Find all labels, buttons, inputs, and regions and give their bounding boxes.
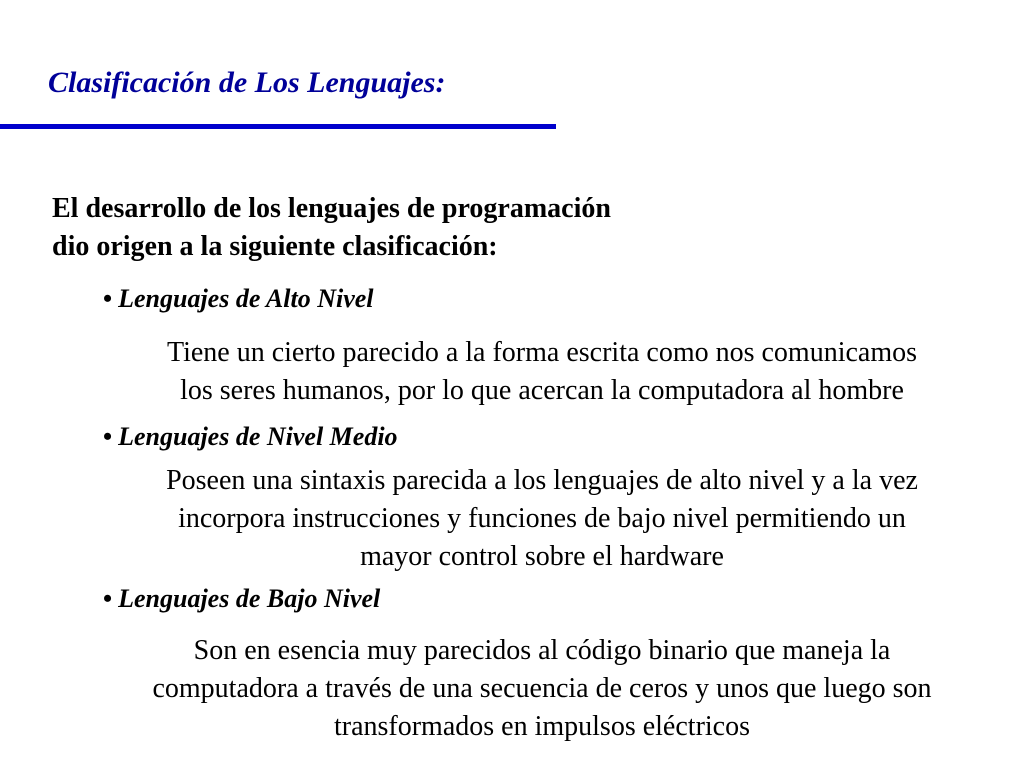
bullet-heading: Lenguajes de Nivel Medio xyxy=(118,422,398,451)
bullet-glyph: • xyxy=(103,584,113,613)
description-line: transformados en impulsos eléctricos xyxy=(333,711,750,742)
bullet-glyph: • xyxy=(103,422,113,451)
intro-line: El desarrollo de los lenguajes de programación xyxy=(52,193,611,224)
description-nivel-medio xyxy=(40,462,1024,576)
bullet-bajo-nivel xyxy=(103,584,380,614)
description-line: incorpora instrucciones y funciones de bajo nivel permitiendo un xyxy=(178,503,906,534)
description-line: computadora a través de una secuencia de ceros y unos que luego son xyxy=(152,673,932,704)
bullet-glyph: • xyxy=(103,284,113,313)
description-bajo-nivel xyxy=(40,632,1024,746)
intro-line: dio origen a la siguiente clasificación: xyxy=(52,231,498,262)
slide-title: Clasificación de Los Lenguajes: xyxy=(48,66,446,99)
description-alto-nivel xyxy=(40,334,1024,410)
description-line: Son en esencia muy parecidos al código binario que maneja la xyxy=(193,635,891,666)
bullet-alto-nivel xyxy=(103,284,374,314)
intro-paragraph xyxy=(52,190,611,266)
description-line: mayor control sobre el hardware xyxy=(360,541,724,572)
bullet-heading: Lenguajes de Alto Nivel xyxy=(118,284,374,313)
title-underline xyxy=(0,124,556,129)
description-line: los seres humanos, por lo que acercan la computadora al hombre xyxy=(180,375,904,406)
description-line: Poseen una sintaxis parecida a los lenguajes de alto nivel y a la vez xyxy=(166,465,918,496)
description-line: Tiene un cierto parecido a la forma escrita como nos comunicamos xyxy=(166,337,918,368)
bullet-heading: Lenguajes de Bajo Nivel xyxy=(118,584,381,613)
bullet-nivel-medio xyxy=(103,422,398,452)
